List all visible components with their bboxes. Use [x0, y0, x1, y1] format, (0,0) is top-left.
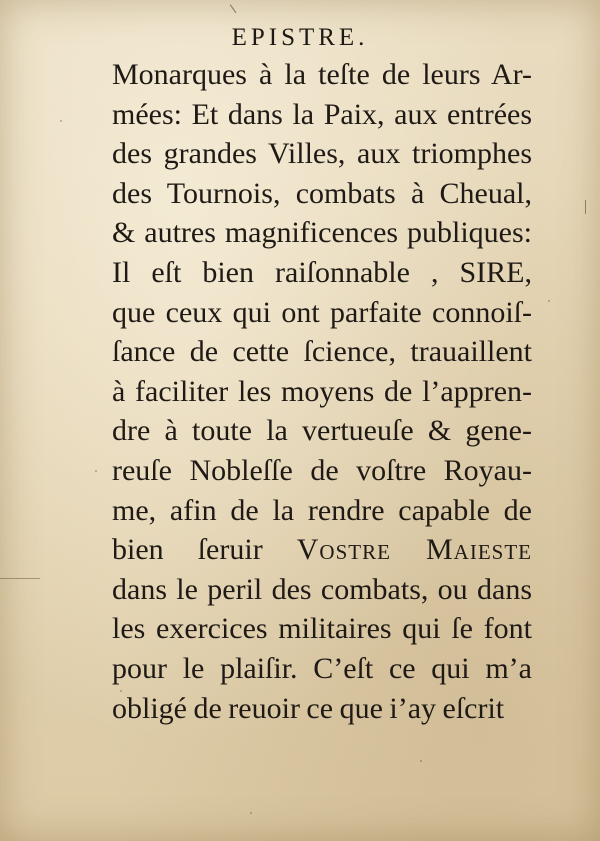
majesty-smallcaps: Vostre Maieste	[296, 533, 533, 567]
running-head: EPISTRE.	[231, 24, 369, 51]
text-line-8: ſance de cette ſcience, trauaillent	[112, 335, 532, 369]
text-line-9: à faciliter les moyens de l’appren-	[112, 374, 532, 408]
text-line-17: obligé de reuoir ce que i’ay eſcrit	[112, 691, 505, 725]
text-line-16: pour le plaiſir. C’eſt ce qui m’a	[112, 651, 532, 685]
text-line-13-start: bien ſeruir	[112, 533, 263, 567]
text-line-10: dre à toute la vertueuſe & gene-	[112, 414, 532, 448]
text-line-6: Il eſt bien raiſonnable , SIRE,	[112, 255, 532, 289]
text-line-12: me, afin de la rendre capable de	[112, 493, 532, 527]
text-line-5: & autres magnificences publiques:	[112, 216, 532, 250]
text-line-7: que ceux qui ont parfaite connoiſ-	[112, 295, 532, 329]
text-line-15: les exercices militaires qui ſe font	[112, 612, 532, 646]
paper-crease	[0, 578, 40, 579]
text-line-14: dans le peril des combats, ou dans	[112, 572, 532, 606]
text-line-11: reuſe Nobleſſe de voſtre Royau-	[112, 453, 532, 487]
ink-mark-margin	[585, 200, 592, 214]
text-line-13	[112, 530, 532, 570]
text-line-4: des Tournois, combats à Cheual,	[112, 176, 532, 210]
text-line-3: des grandes Villes, aux triomphes	[112, 137, 532, 171]
text-line-2: mées: Et dans la Paix, aux entrées	[112, 97, 532, 131]
text-line-1: Monarques à la teſte de leurs Ar-	[112, 58, 532, 91]
body-text	[112, 55, 532, 728]
ink-mark	[230, 1, 241, 13]
